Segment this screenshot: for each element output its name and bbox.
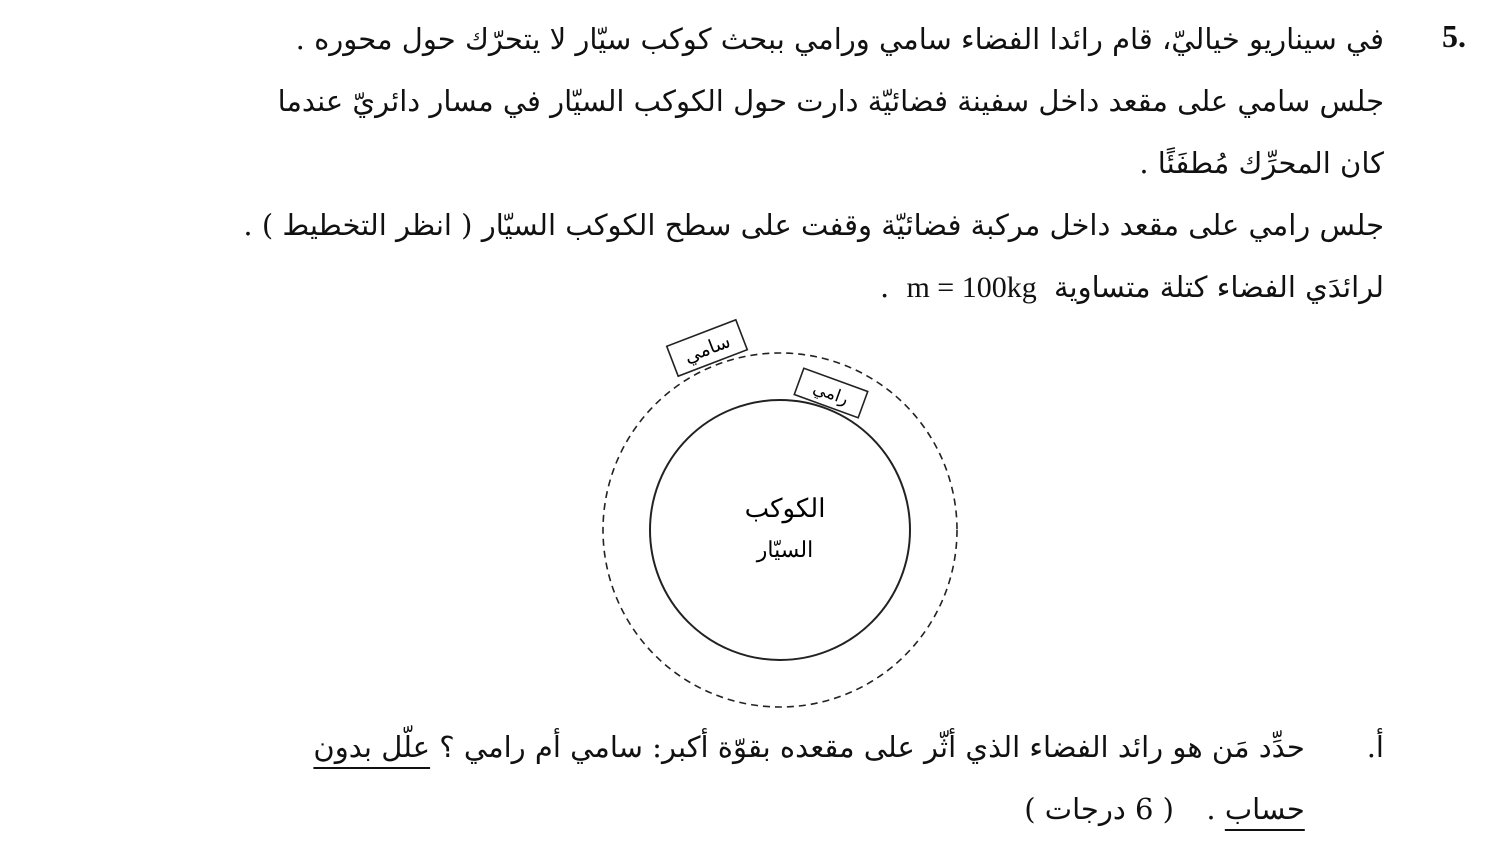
subquestion-a-text: حدِّد مَن هو رائد الفضاء الذي أثّر على مقعده بقوّة أكبر: سامي أم رامي ؟: [439, 730, 1305, 764]
subquestion-a-underlined-start: علّل بدون: [313, 730, 431, 764]
subquestion-a-line-1: [114, 716, 1384, 778]
subquestion-a: [114, 716, 1384, 840]
planet-label-line2: السيّار: [756, 538, 814, 563]
planet-circle: [650, 400, 910, 660]
orbit-path: [603, 353, 957, 707]
subquestion-a-after-underline: .: [1206, 792, 1216, 826]
sami-spaceship: [667, 320, 748, 376]
intro-line-3: كان المحرِّك مُطفَئًا .: [1139, 146, 1384, 180]
subquestion-a-label: أ.: [1366, 730, 1384, 764]
mass-line-text: لرائدَي الفضاء كتلة متساوية: [1053, 270, 1384, 304]
intro-line-2: جلس سامي على مقعد داخل سفينة فضائيّة دارت حول الكوكب السيّار في مسار دائريّ عندما: [277, 84, 1384, 118]
intro-line-4: جلس رامي على مقعد داخل مركبة فضائيّة وقفت على سطح الكوكب السيّار ( انظر التخطيط ) .: [243, 208, 1384, 242]
question-number: 5.: [1442, 18, 1466, 54]
rami-label: رامي: [810, 378, 852, 410]
sami-label: سامي: [681, 330, 734, 368]
planet-diagram: [560, 305, 980, 725]
mass-expression: m = 100kg: [906, 271, 1037, 304]
subquestion-a-underlined-end: حساب: [1224, 792, 1305, 826]
mass-line-end: .: [880, 270, 890, 304]
planet-label-line1: الكوكب: [744, 494, 826, 524]
question-intro: [114, 8, 1384, 318]
intro-line-1: في سيناريو خياليّ، قام رائدا الفضاء سامي ورامي ببحث كوكب سيّار لا يتحرّك حول محوره .: [295, 22, 1384, 56]
subquestion-a-line-2: [114, 778, 1384, 840]
subquestion-a-points: ( 6 درجات ): [1024, 792, 1174, 826]
